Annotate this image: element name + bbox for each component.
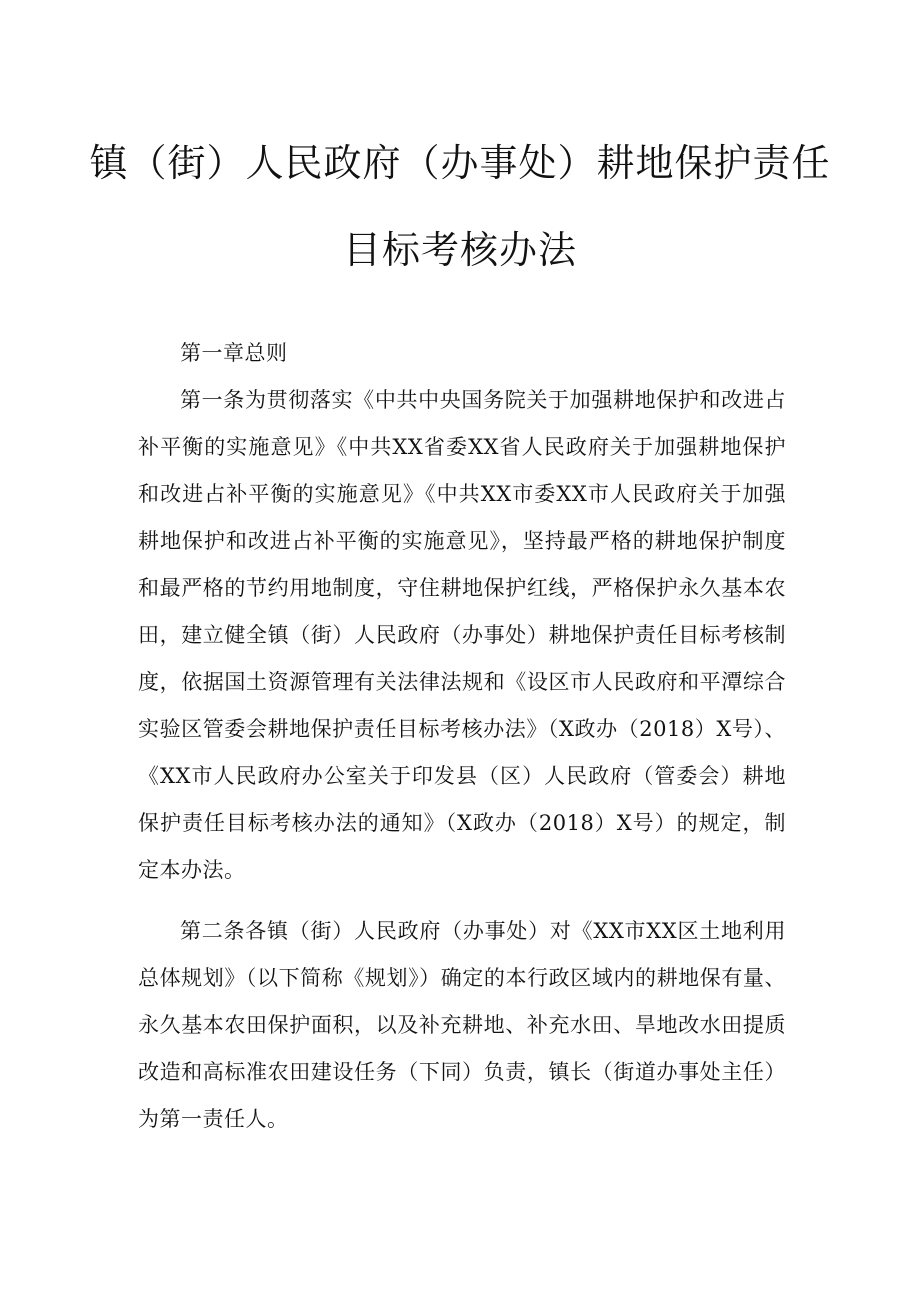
chapter-heading-block [138, 330, 786, 377]
article-1-paragraph: 第一条为贯彻落实《中共中央国务院关于加强耕地保护和改进占补平衡的实施意见》《中共XX省委XX省人民政府关于加强耕地保护和改进占补平衡的实施意见》《中共XX市委XX市人民政府关于加强耕地保护和改进占补平衡的实施意见》，坚持最严格的耕地保护制度和最严格的节约用地制度，守住耕地保护红线，严格保护永久基本农田，建立健全镇（街）人民政府（办事处）耕地保护责任目标考核制度，依据国土资源管理有关法律法规和《设区市人民政府和平潭综合实验区管委会耕地保护责任目标考核办法》（X政办（2018）X号）、《XX市人民政府办公室关于印发县（区）人民政府（管委会）耕地保护责任目标考核办法的通知》（X政办（2018）X号）的规定，制定本办法。 [138, 388, 786, 882]
document-title-line-2: 目标考核办法 [342, 228, 577, 272]
chapter-heading: 第一章总则 [180, 341, 288, 365]
article-2-block [138, 908, 786, 1143]
document-title-line-1: 镇（街）人民政府（办事处）耕地保护责任 [89, 141, 831, 185]
article-2-paragraph: 第二条各镇（街）人民政府（办事处）对《XX市XX区土地利用总体规划》（以下简称《规划》）确定的本行政区域内的耕地保有量、永久基本农田保护面积，以及补充耕地、补充水田、旱地改水田提质改造和高标准农田建设任务（下同）负责，镇长（街道办事处主任）为第一责任人。 [138, 919, 786, 1131]
article-1-block [138, 377, 786, 894]
